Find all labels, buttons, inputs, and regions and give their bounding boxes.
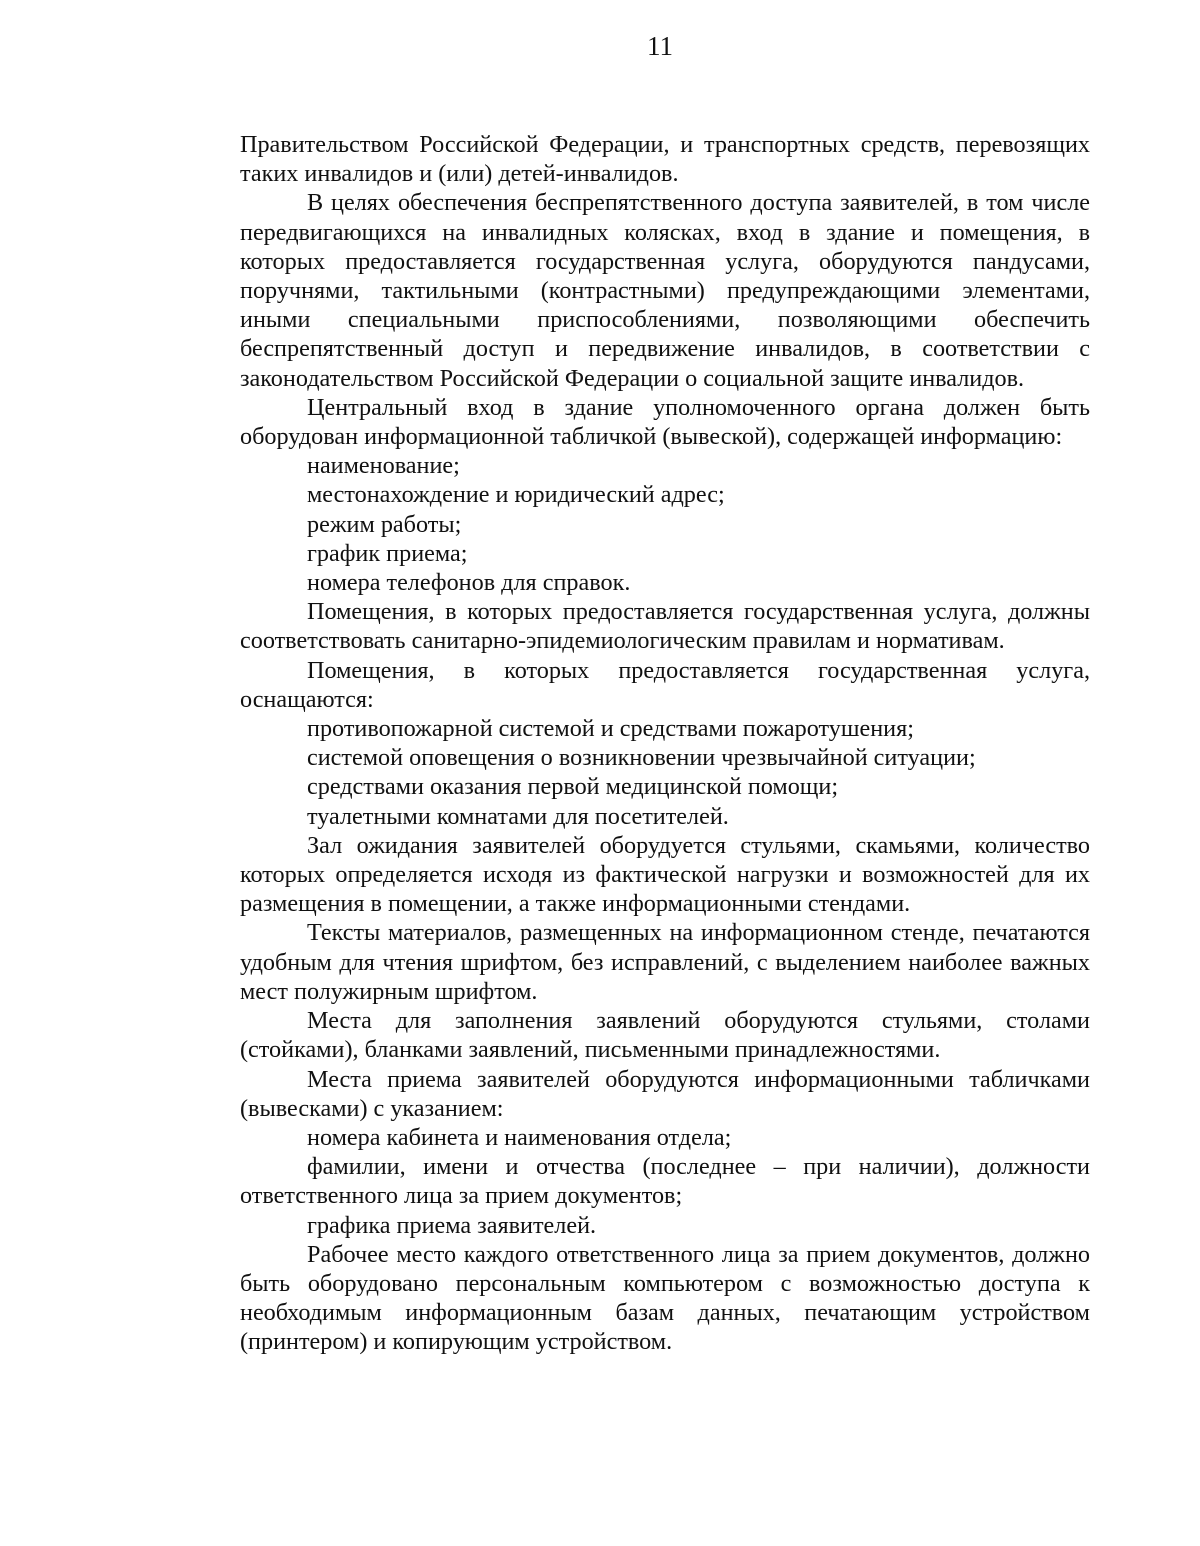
document-body	[240, 130, 1090, 1357]
list-item: номера телефонов для справок.	[307, 569, 631, 597]
list-item: местонахождение и юридический адрес;	[307, 481, 725, 509]
paragraph: Центральный вход в здание уполномоченного органа должен быть оборудован информационной табличкой (вывеской), содержащей информацию:	[240, 393, 1090, 451]
paragraph: Тексты материалов, размещенных на информационном стенде, печатаются удобным для чтения шрифтом, без исправлений, с выделением наиболее важных мест полужирным шрифтом.	[240, 919, 1090, 1005]
list-item: графика приема заявителей.	[307, 1211, 597, 1239]
list-item: средствами оказания первой медицинской помощи;	[307, 773, 839, 801]
paragraph: Помещения, в которых предоставляется государственная услуга, оснащаются:	[240, 656, 1090, 713]
list-item: системой оповещения о возникновении чрезвычайной ситуации;	[307, 744, 976, 772]
paragraph: Места приема заявителей оборудуются информационными табличками (вывесками) с указанием:	[240, 1065, 1090, 1122]
list-item: график приема;	[307, 539, 468, 567]
list-item: наименование;	[307, 452, 460, 480]
paragraph: Места для заполнения заявлений оборудуются стульями, столами (стойками), бланками заявлений, письменными принадлежностями.	[240, 1007, 1090, 1064]
list-item: противопожарной системой и средствами пожаротушения;	[307, 715, 914, 743]
paragraph: В целях обеспечения беспрепятственного доступа заявителей, в том числе передвигающихся на инвалидных колясках, вход в здание и помещения, в которых предоставляется государственная услуга, оборудуются пандусами, поручнями, тактильными (контрастными) предупреждающими элементами, иными специальными приспособлениями, позволяющими обеспечить беспрепятственный доступ и передвижение инвалидов, в соответствии с законодательством Российской Федерации о социальной защите инвалидов.	[240, 189, 1090, 392]
paragraph: Зал ожидания заявителей оборудуется стульями, скамьями, количество которых определяется исходя из фактической нагрузки и возможностей для их размещения в помещении, а также информационными стендами.	[240, 831, 1090, 918]
paragraph: Правительством Российской Федерации, и транспортных средств, перевозящих таких инвалидов и (или) детей-инвалидов.	[240, 131, 1090, 188]
page-number: 11	[647, 31, 673, 61]
list-item: номера кабинета и наименования отдела;	[307, 1123, 732, 1151]
list-item: туалетными комнатами для посетителей.	[307, 802, 729, 830]
list-item: режим работы;	[307, 510, 462, 538]
paragraph: Помещения, в которых предоставляется государственная услуга, должны соответствовать санитарно-эпидемиологическим правилам и нормативам.	[240, 598, 1090, 655]
list-item: фамилии, имени и отчества (последнее – при наличии), должности ответственного лица за прием документов;	[240, 1153, 1090, 1210]
paragraph: Рабочее место каждого ответственного лица за прием документов, должно быть оборудовано персональным компьютером с возможностью доступа к необходимым информационным базам данных, печатающим устройством (принтером) и копирующим устройством.	[240, 1240, 1090, 1356]
